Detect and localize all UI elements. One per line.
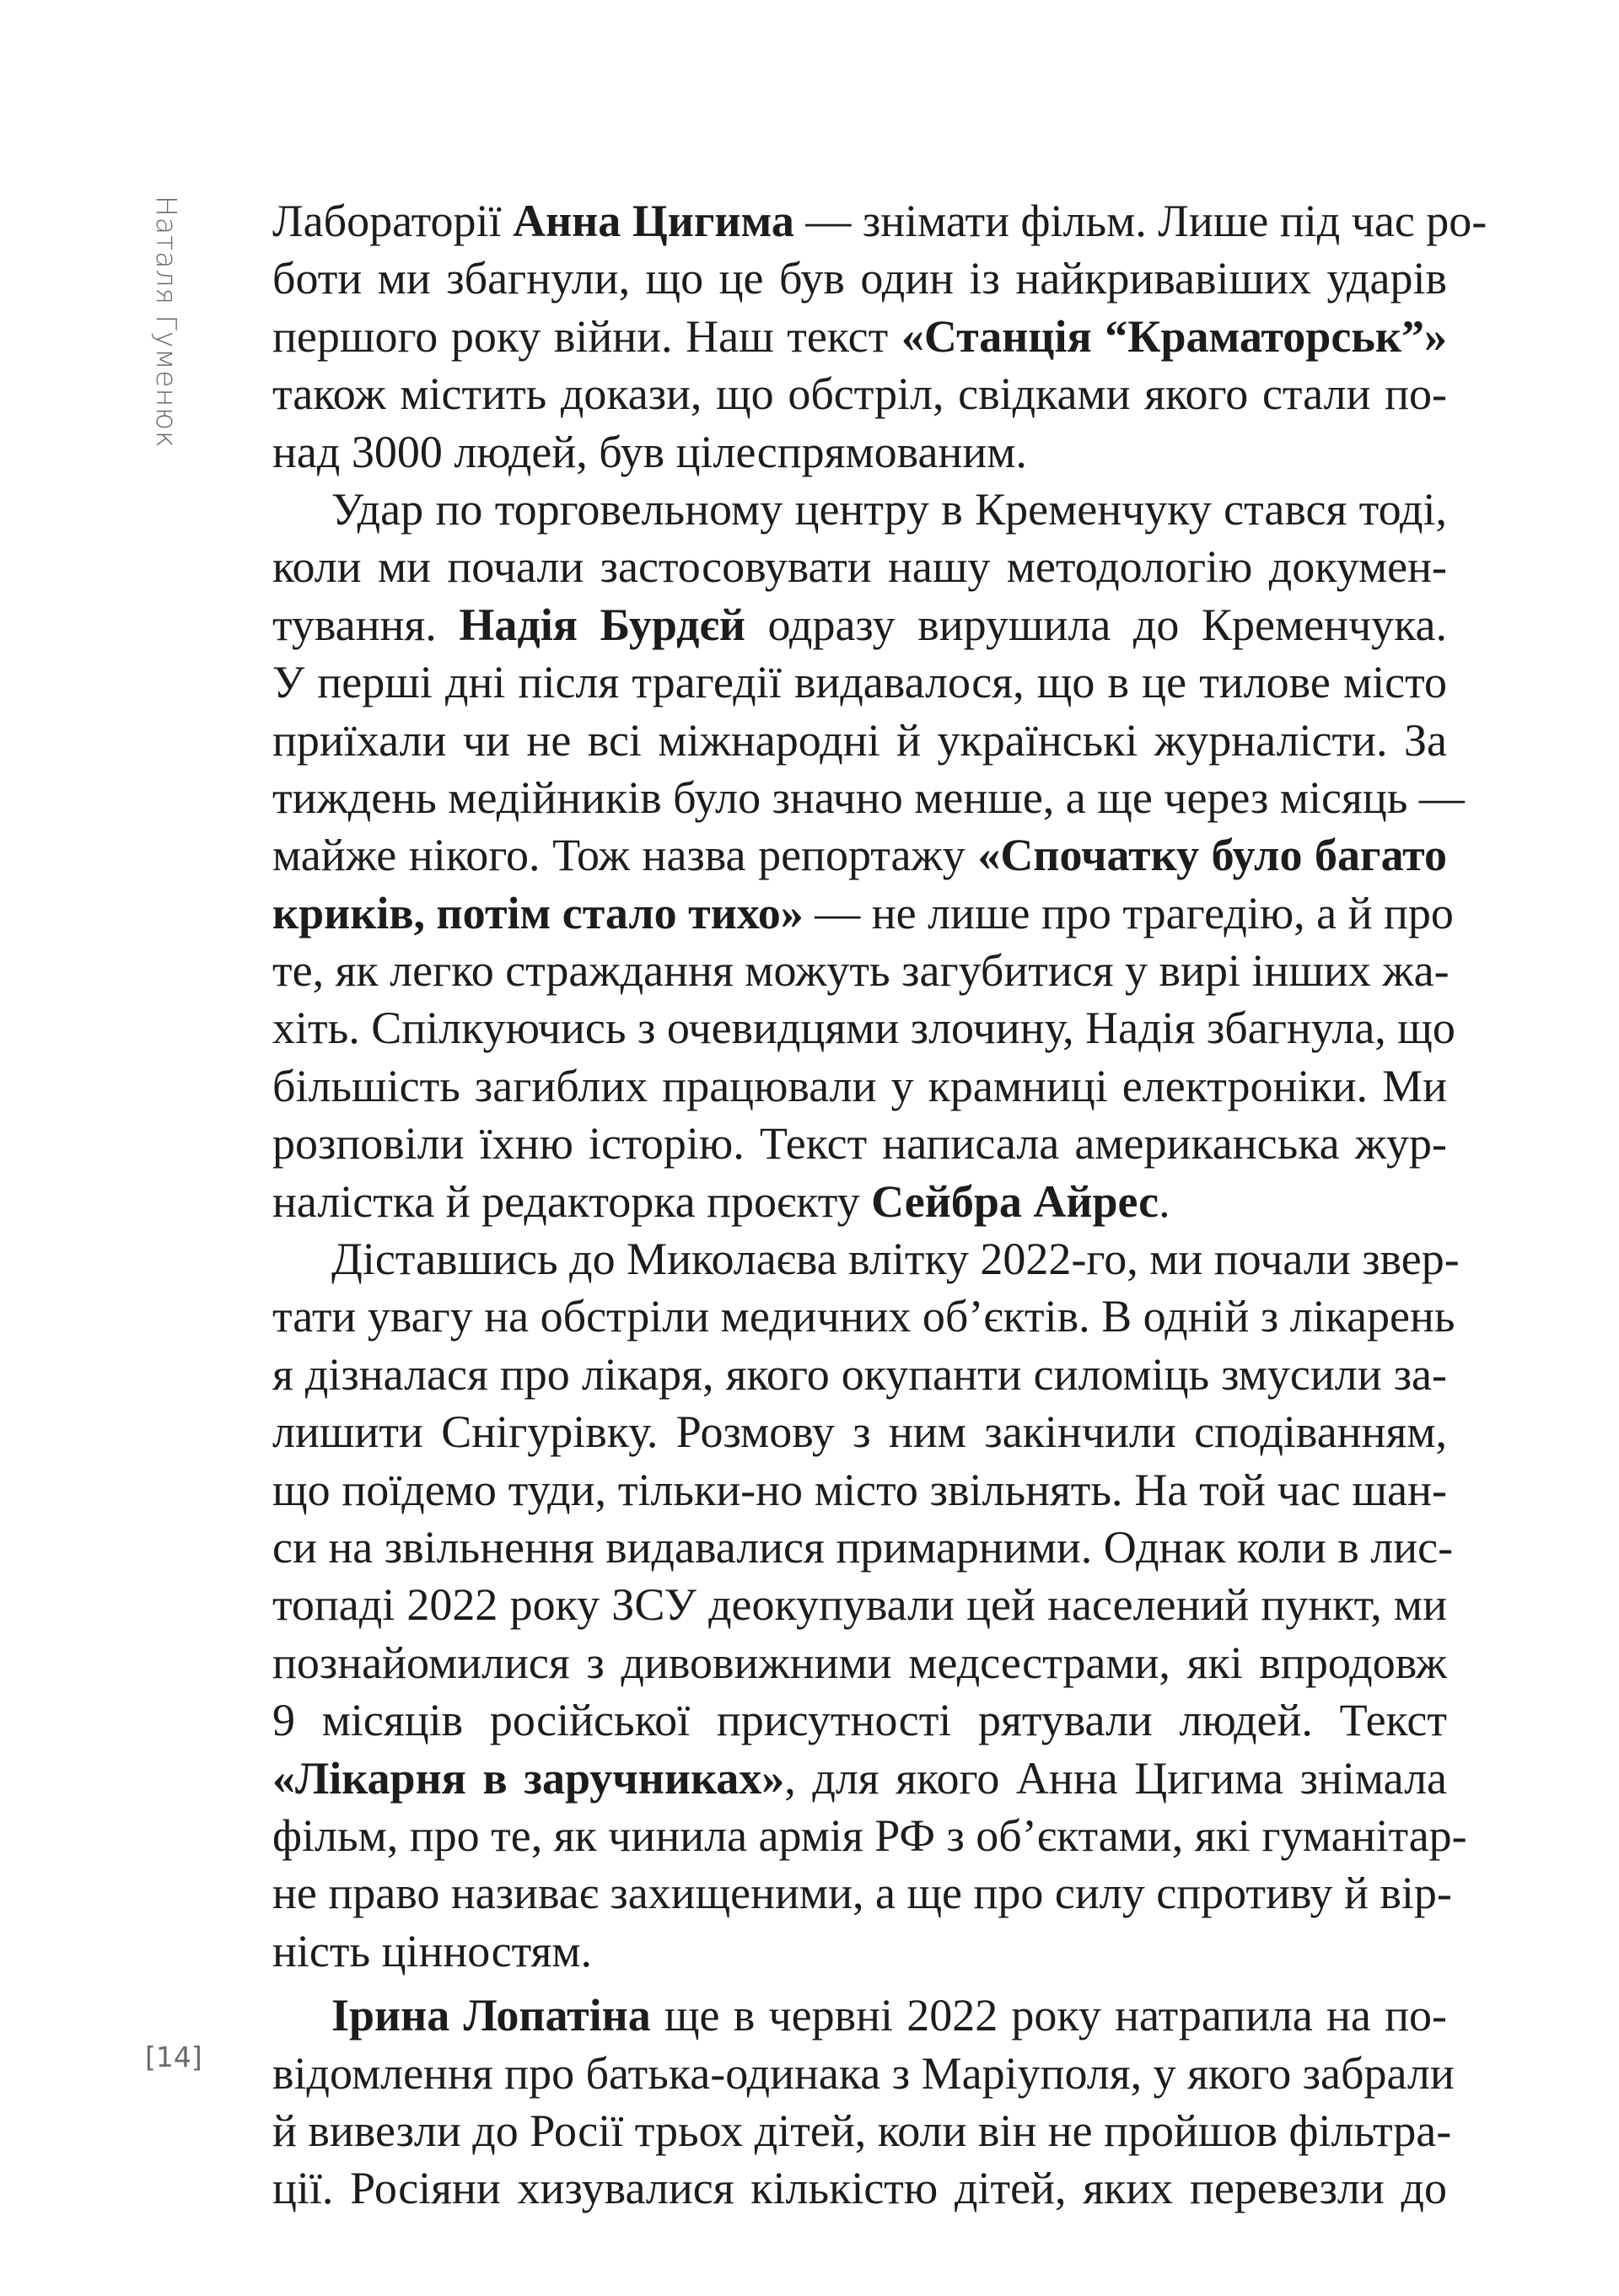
text-run: тиждень медійників було значно менше, а ще через місяць — bbox=[272, 772, 1465, 823]
bold-name: «Спочатку було багато bbox=[977, 830, 1447, 881]
text-line bbox=[272, 2045, 1455, 2102]
text-run: одразу вирушила до Кременчука. bbox=[745, 599, 1448, 650]
text-run: що поїдемо туди, тільки-но місто звільнять. На той час шан- bbox=[272, 1464, 1447, 1515]
text-run: лишити Снігурівку. Розмову з ним закінчили сподіванням, bbox=[272, 1406, 1447, 1458]
bold-name: Надія Бурдєй bbox=[459, 599, 745, 650]
text-line bbox=[272, 1750, 1447, 1807]
text-line bbox=[272, 653, 1447, 711]
text-line bbox=[272, 1403, 1447, 1460]
text-line bbox=[272, 1461, 1447, 1519]
text-line bbox=[272, 1864, 1452, 1922]
text-line bbox=[272, 481, 1447, 538]
text-run: фільм, про те, як чинила армія РФ з об’єктами, які гуманітар- bbox=[272, 1809, 1467, 1861]
paragraph bbox=[272, 1230, 1467, 1980]
text-line bbox=[272, 1288, 1455, 1345]
page-number: [14] bbox=[145, 2041, 202, 2073]
text-line bbox=[272, 885, 1454, 942]
text-line bbox=[272, 1807, 1467, 1864]
text-run: я дізналася про лікаря, якого окупанти силоміць змусили за- bbox=[272, 1348, 1447, 1400]
bold-name: «Станція “Краматорськ”» bbox=[901, 310, 1447, 362]
text-run: майже нікого. Тож назва репортажу bbox=[272, 830, 978, 881]
text-line bbox=[272, 1230, 1460, 1288]
text-run: си на звільнення видавалися примарними. Однак коли в лис- bbox=[272, 1521, 1454, 1573]
text-line bbox=[272, 999, 1455, 1057]
text-run: Діставшись до Миколаєва влітку 2022-го, ми почали звер- bbox=[331, 1234, 1460, 1285]
text-line bbox=[272, 769, 1465, 826]
text-run: тування. bbox=[272, 599, 460, 650]
text-line bbox=[272, 2102, 1452, 2159]
text-run: над 3000 людей, був цілеспрямованим. bbox=[272, 426, 1027, 477]
text-run: познайомилися з дивовижними медсестрами, які впродовж bbox=[272, 1637, 1447, 1688]
body-text bbox=[272, 192, 1487, 2218]
text-run: , для якого Анна Цигима знімала bbox=[784, 1752, 1447, 1804]
text-line bbox=[272, 365, 1447, 422]
text-run: Лабораторії bbox=[272, 196, 514, 246]
text-run: те, як легко страждання можуть загубитися у вирі інших жа- bbox=[272, 945, 1450, 997]
text-line bbox=[272, 192, 1487, 250]
running-head-author: Наталя Гуменюк bbox=[150, 196, 183, 449]
text-line bbox=[272, 538, 1447, 595]
text-run: й вивезли до Росії трьох дітей, коли він не пройшов фільтра- bbox=[272, 2105, 1452, 2156]
text-run: ність цінностям. bbox=[272, 1925, 593, 1976]
text-run: Удар по торговельному центру в Кременчуку стався тоді, bbox=[331, 483, 1447, 535]
text-line bbox=[272, 1691, 1447, 1749]
text-run: . bbox=[1159, 1175, 1170, 1227]
text-run: коли ми почали застосовувати нашу методологію докумен- bbox=[272, 541, 1447, 593]
bold-name: Ірина Лопатіна bbox=[331, 1990, 651, 2041]
text-run: боти ми збагнули, що це був один із найкривавіших ударів bbox=[272, 253, 1447, 304]
text-line bbox=[272, 1173, 1447, 1230]
text-line bbox=[272, 1057, 1447, 1115]
text-line bbox=[272, 2159, 1447, 2217]
text-run: хіть. Спілкуючись з очевидцями злочину, Надія збагнула, що bbox=[272, 1003, 1455, 1054]
bold-name: Анна Цигима bbox=[513, 196, 794, 246]
paragraph bbox=[272, 481, 1465, 1230]
text-run: 9 місяців російської присутності рятували людей. Текст bbox=[272, 1695, 1447, 1746]
text-run: У перші дні після трагедії видавалося, що в це тилове місто bbox=[272, 657, 1447, 708]
text-run: відомлення про батька-одинака з Маріуполя, у якого забрали bbox=[272, 2047, 1455, 2099]
text-line bbox=[272, 423, 1447, 481]
text-line bbox=[272, 1115, 1447, 1172]
text-line bbox=[272, 1519, 1454, 1576]
text-run: топаді 2022 року ЗСУ деокупували цей населений пункт, ми bbox=[272, 1579, 1447, 1631]
bold-name: криків, потім стало тихо» bbox=[272, 887, 804, 938]
text-line bbox=[272, 1922, 1447, 1980]
paragraph bbox=[272, 1987, 1455, 2218]
text-run: приїхали чи не всі міжнародні й українські журналісти. За bbox=[272, 714, 1447, 766]
text-run: ції. Росіяни хизувалися кількістю дітей, яких перевезли до bbox=[272, 2163, 1447, 2214]
text-line bbox=[272, 1987, 1447, 2044]
text-line bbox=[272, 1346, 1447, 1403]
text-line bbox=[272, 308, 1447, 365]
text-line bbox=[272, 250, 1447, 307]
text-line bbox=[272, 942, 1450, 999]
text-run: налістка й редакторка проєкту bbox=[272, 1175, 872, 1227]
text-line bbox=[272, 712, 1447, 769]
text-line bbox=[272, 1576, 1447, 1633]
text-run: не право називає захищеними, а ще про силу спротиву й вір- bbox=[272, 1868, 1452, 1919]
paragraph bbox=[272, 192, 1487, 481]
text-line bbox=[272, 1634, 1447, 1691]
text-run: ще в червні 2022 року натрапила на по- bbox=[650, 1990, 1447, 2041]
text-run: — не лише про трагедію, а й про bbox=[803, 887, 1454, 938]
text-run: також містить докази, що обстріл, свідками якого стали по- bbox=[272, 368, 1447, 420]
text-run: більшість загиблих працювали у крамниці електроніки. Ми bbox=[272, 1060, 1447, 1111]
text-line bbox=[272, 826, 1447, 884]
bold-name: Сейбра Айрес bbox=[871, 1175, 1159, 1227]
text-run: розповіли їхню історію. Текст написала американська жур- bbox=[272, 1118, 1447, 1170]
text-line bbox=[272, 596, 1447, 653]
bold-name: «Лікарня в заручниках» bbox=[272, 1752, 785, 1804]
text-run: тати увагу на обстріли медичних об’єктів. В одній з лікарень bbox=[272, 1291, 1455, 1342]
text-run: першого року війни. Наш текст bbox=[272, 310, 901, 362]
text-run: — знімати фільм. Лише під час ро- bbox=[793, 196, 1487, 246]
